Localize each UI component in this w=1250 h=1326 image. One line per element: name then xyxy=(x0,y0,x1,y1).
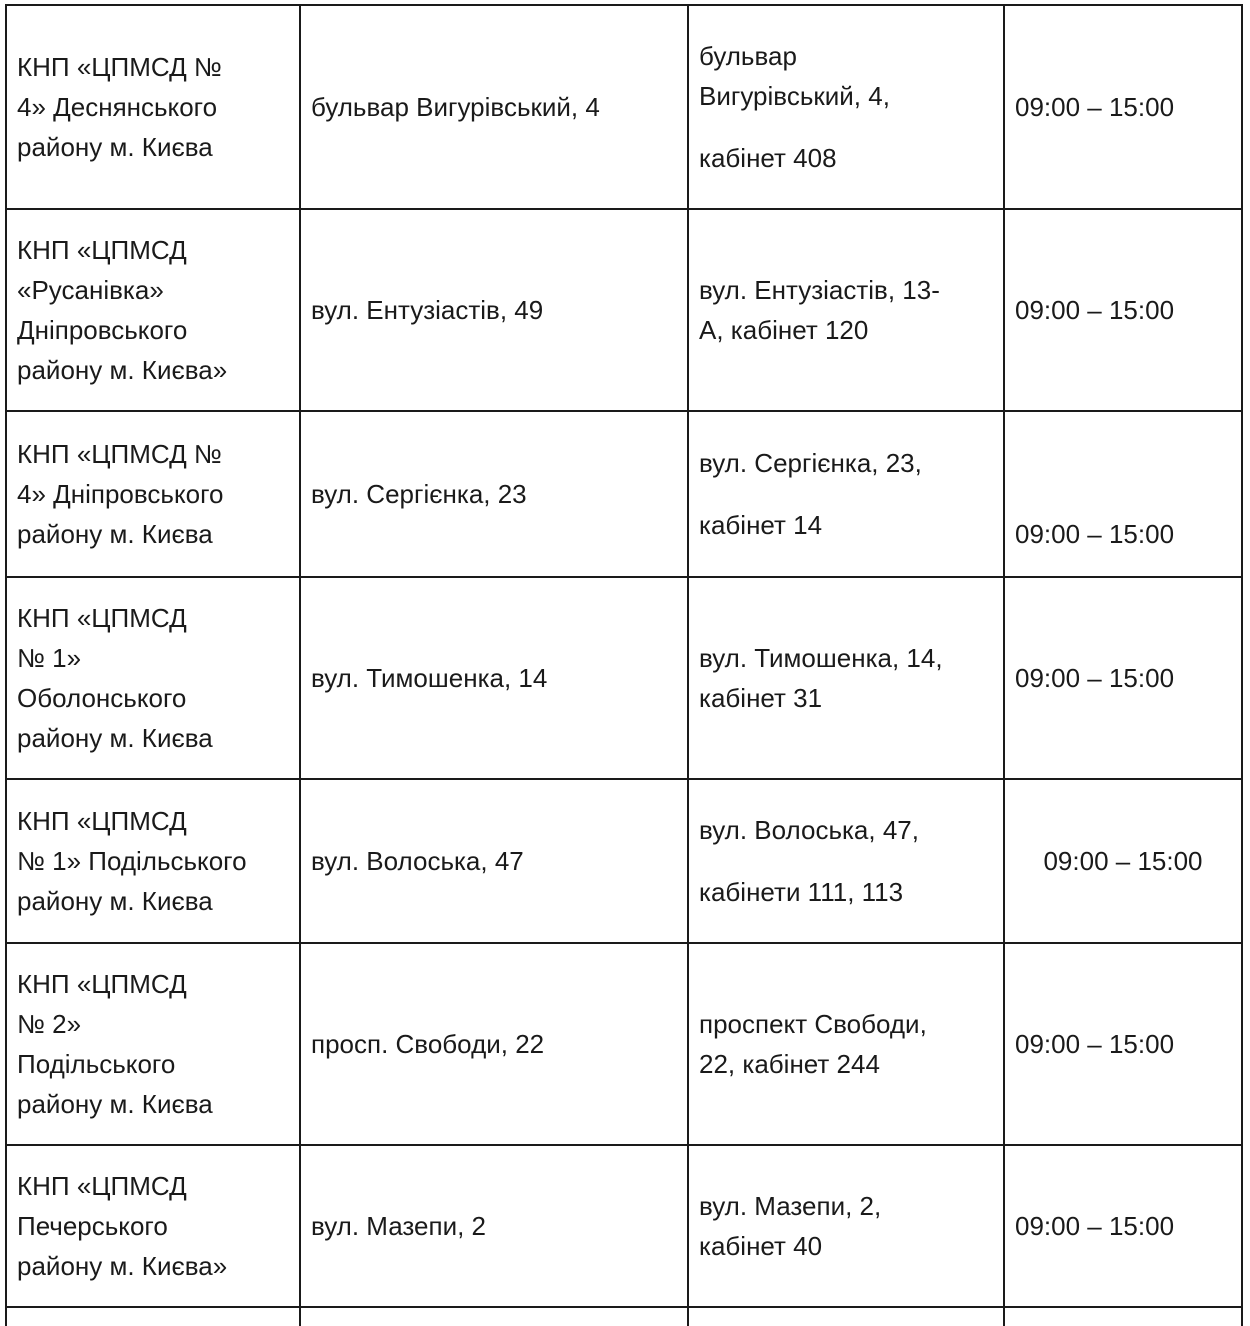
address-cell xyxy=(299,578,687,778)
institution-line: КНП «ЦПМСД xyxy=(17,603,187,633)
office-line: проспект Свободи, xyxy=(699,1009,927,1039)
address-text: вул. Тимошенка, 14 xyxy=(311,663,548,693)
institution-line: КНП «ЦПМСД xyxy=(17,235,187,265)
table-row xyxy=(5,778,1243,942)
office-line: вул. Ентузіастів, 13- xyxy=(699,275,940,305)
office-cell xyxy=(687,1146,1003,1306)
institution-line: КНП «ЦПМСД № xyxy=(17,439,222,469)
address-cell xyxy=(299,944,687,1144)
office-cell xyxy=(687,412,1003,576)
institution-cell xyxy=(5,6,299,208)
hours-cell xyxy=(1003,578,1243,778)
address-text: бульвар Вигурівський, 4 xyxy=(311,92,600,122)
office-line: 22, кабінет 244 xyxy=(699,1049,880,1079)
hours-text: 09:00 – 15:00 xyxy=(1015,92,1175,122)
hours-text: 09:00 – 15:00 xyxy=(1015,663,1175,693)
office-line: Вигурівський, 4, xyxy=(699,81,890,111)
office-line: кабінет 408 xyxy=(699,143,837,173)
hours-cell xyxy=(1003,1146,1243,1306)
office-line: кабінети 111, 113 xyxy=(699,877,904,907)
office-line: кабінет 31 xyxy=(699,683,823,713)
hours-cell xyxy=(1003,6,1243,208)
address-cell xyxy=(299,210,687,410)
institution-line: Дніпровського xyxy=(17,315,188,345)
office-cell xyxy=(687,944,1003,1144)
institution-line: КНП «ЦПМСД xyxy=(17,969,187,999)
hours-text: 09:00 – 15:00 xyxy=(1015,1211,1175,1241)
institution-line: КНП «ЦПМСД xyxy=(17,806,187,836)
institution-line: Печерського xyxy=(17,1211,168,1241)
office-cell xyxy=(687,6,1003,208)
institution-line: 4» Дніпровського xyxy=(17,479,224,509)
office-line: вул. Сергієнка, 23, xyxy=(699,448,922,478)
hours-cell xyxy=(1003,210,1243,410)
office-line: кабінет 40 xyxy=(699,1231,823,1261)
table-row xyxy=(5,410,1243,576)
institution-line: району м. Києва» xyxy=(17,1251,228,1281)
address-cell xyxy=(299,1146,687,1306)
office-line: вул. Тимошенка, 14, xyxy=(699,643,943,673)
institution-line: району м. Києва xyxy=(17,132,213,162)
address-text: просп. Свободи, 22 xyxy=(311,1029,545,1059)
office-cell xyxy=(687,578,1003,778)
address-cell xyxy=(299,412,687,576)
empty-cell xyxy=(1003,1308,1243,1326)
institution-line: Подільського xyxy=(17,1049,176,1079)
office-line: А, кабінет 120 xyxy=(699,315,869,345)
table-row xyxy=(5,4,1243,208)
office-line: бульвар xyxy=(699,41,797,71)
institution-line: «Русанівка» xyxy=(17,275,164,305)
office-cell xyxy=(687,210,1003,410)
institution-line: КНП «ЦПМСД № xyxy=(17,52,222,82)
table-row xyxy=(5,1144,1243,1306)
hours-cell xyxy=(1003,412,1243,576)
hours-text: 09:00 – 15:00 xyxy=(1043,846,1203,876)
office-cell xyxy=(687,780,1003,942)
office-line: вул. Мазепи, 2, xyxy=(699,1191,882,1221)
address-cell xyxy=(299,780,687,942)
institution-cell xyxy=(5,412,299,576)
table-row xyxy=(5,942,1243,1144)
empty-cell xyxy=(687,1308,1003,1326)
institution-line: № 1» xyxy=(17,643,82,673)
office-line: вул. Волоська, 47, xyxy=(699,815,919,845)
institution-line: району м. Києва xyxy=(17,1089,213,1119)
hours-cell xyxy=(1003,780,1243,942)
hours-text: 09:00 – 15:00 xyxy=(1015,295,1175,325)
institution-line: району м. Києва» xyxy=(17,355,228,385)
institution-line: 4» Деснянського xyxy=(17,92,218,122)
empty-cell xyxy=(5,1308,299,1326)
empty-cell xyxy=(299,1308,687,1326)
address-text: вул. Ентузіастів, 49 xyxy=(311,295,544,325)
institution-cell xyxy=(5,1146,299,1306)
institution-line: КНП «ЦПМСД xyxy=(17,1171,187,1201)
institution-line: Оболонського xyxy=(17,683,187,713)
institution-cell xyxy=(5,578,299,778)
office-line: кабінет 14 xyxy=(699,510,823,540)
institution-line: № 2» xyxy=(17,1009,82,1039)
table-row-partial xyxy=(5,1306,1243,1326)
hours-cell xyxy=(1003,944,1243,1144)
hours-text: 09:00 – 15:00 xyxy=(1015,519,1175,549)
address-text: вул. Мазепи, 2 xyxy=(311,1211,487,1241)
institution-line: району м. Києва xyxy=(17,723,213,753)
table-row xyxy=(5,576,1243,778)
institution-cell xyxy=(5,780,299,942)
institution-line: району м. Києва xyxy=(17,886,213,916)
institution-cell xyxy=(5,210,299,410)
address-cell xyxy=(299,6,687,208)
institution-line: району м. Києва xyxy=(17,519,213,549)
address-text: вул. Сергієнка, 23 xyxy=(311,479,527,509)
institution-line: № 1» Подільського xyxy=(17,846,247,876)
hours-text: 09:00 – 15:00 xyxy=(1015,1029,1175,1059)
institution-cell xyxy=(5,944,299,1144)
table-row xyxy=(5,208,1243,410)
address-text: вул. Волоська, 47 xyxy=(311,846,524,876)
